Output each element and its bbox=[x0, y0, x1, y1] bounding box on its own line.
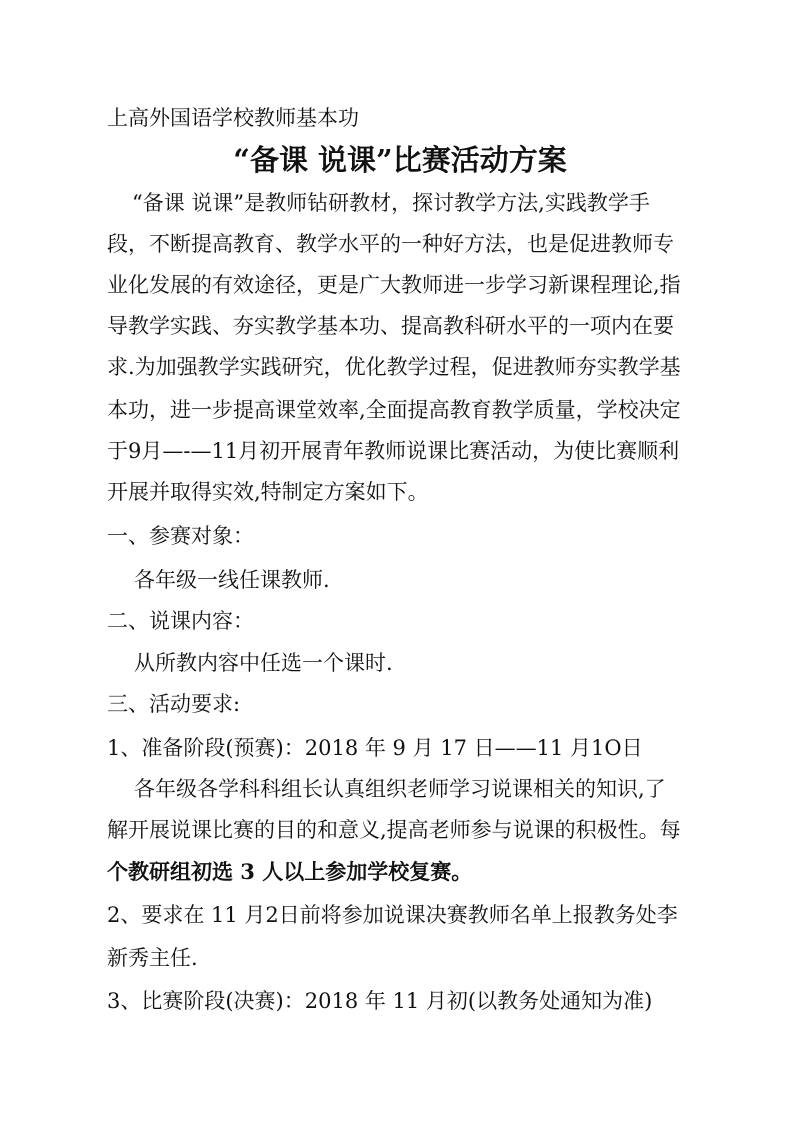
item-heading-preparation: 1、准备阶段(预赛)：2018 年 9 月 17 日——11 月1O日 bbox=[107, 736, 643, 760]
item-text-line: 解开展说课比赛的目的和意义,提高老师参与说课的积极性。每 bbox=[107, 818, 681, 842]
intro-line: 开展并取得实效,特制定方案如下。 bbox=[107, 480, 429, 504]
item-text-line: 新秀主任. bbox=[107, 946, 198, 970]
document-title: “备课 说课”比赛活动方案 bbox=[233, 143, 567, 177]
section-heading-participants: 一、参赛对象： bbox=[107, 524, 254, 548]
section-heading-content: 二、说课内容： bbox=[107, 609, 254, 633]
intro-line: 求.为加强教学实践研究，优化教学过程，促进教师夯实教学基 bbox=[107, 355, 681, 379]
intro-line: “备课 说课”是教师钻研教材，探讨教学方法,实践教学手 bbox=[132, 191, 650, 215]
section-heading-requirements: 三、活动要求: bbox=[107, 692, 241, 716]
section-text-content: 从所教内容中任选一个课时. bbox=[134, 651, 393, 675]
item-text-line: 各年级各学科科组长认真组织老师学习说课相关的知识,了 bbox=[134, 777, 666, 801]
intro-line: 业化发展的有效途径，更是广大教师进一步学习新课程理论,指 bbox=[107, 273, 681, 297]
intro-line: 于9月—-—11月初开展青年教师说课比赛活动，为使比赛顺利 bbox=[107, 439, 680, 463]
item-text-line: 2、要求在 11 月2日前将参加说课决赛教师名单上报教务处李 bbox=[107, 903, 678, 927]
school-header: 上高外国语学校教师基本功 bbox=[107, 106, 359, 130]
item-text-line: 个教研组初选 3 人以上参加学校复赛。 bbox=[107, 859, 473, 884]
intro-line: 段，不断提高教育、教学水平的一种好方法，也是促进教师专 bbox=[107, 232, 674, 256]
item-heading-final: 3、比赛阶段(决赛)：2018 年 11 月初(以教务处通知为准) bbox=[107, 989, 653, 1013]
intro-line: 本功，进一步提高课堂效率,全面提高教育教学质量，学校决定 bbox=[107, 398, 681, 422]
section-text-participants: 各年级一线任课教师. bbox=[134, 568, 330, 592]
intro-line: 导教学实践、夯实教学基本功、提高教科研水平的一项内在要 bbox=[107, 314, 674, 338]
